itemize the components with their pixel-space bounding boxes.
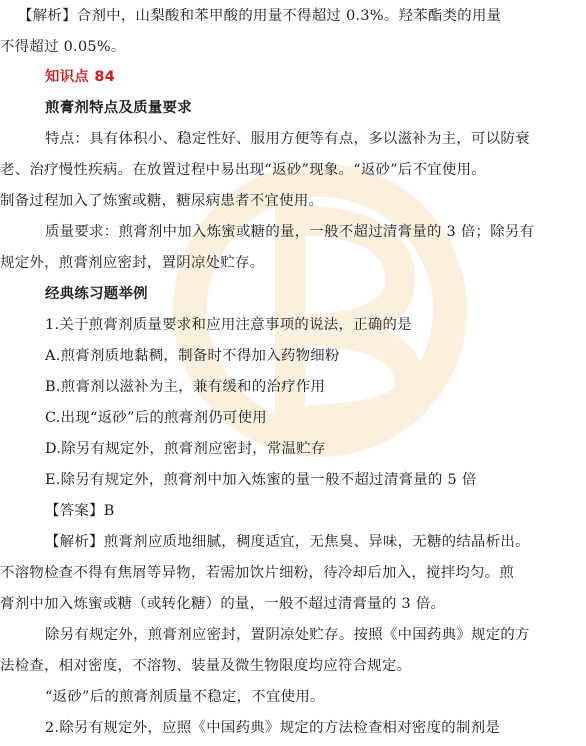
analysis-line-1: 【解析】合剂中，山梨酸和苯甲酸的用量不得超过 0.3%。羟苯酯类的用量: [18, 8, 502, 24]
option-d: D.除另有规定外，煎膏剂应密封，常温贮存: [45, 441, 326, 457]
explanation-line-2: 不溶物检查不得有焦屑等异物，若需加饮片细粉，待冷却后加入，搅拌均匀。煎: [0, 565, 515, 581]
knowledge-point-heading: 知识点 84: [45, 69, 116, 85]
analysis-line-2: 不得超过 0.05%。: [0, 39, 126, 55]
features-line-2: 老、治疗慢性疾病。在放置过程中易出现“返砂”现象。“返砂”后不宜使用。: [0, 162, 487, 178]
option-b: B.煎膏剂以滋补为主，兼有缓和的治疗作用: [45, 379, 326, 395]
quality-line-2: 规定外，煎膏剂应密封，置阴凉处贮存。: [0, 255, 265, 271]
features-line-3: 制备过程加入了炼蜜或糖，糖尿病患者不宜使用。: [0, 193, 324, 209]
option-a: A.煎膏剂质地黏稠，制备时不得加入药物细粉: [45, 348, 340, 364]
question-2: 2.除另有规定外，应照《中国药典》规定的方法检查相对密度的制剂是: [45, 720, 501, 736]
quality-line-1: 质量要求：煎膏剂中加入炼蜜或糖的量，一般不超过清膏量的 3 倍；除另有: [45, 224, 535, 240]
option-c: C.出现“返砂”后的煎膏剂仍可使用: [45, 410, 267, 426]
features-line-1: 特点：具有体积小、稳定性好、服用方便等有点，多以滋补为主，可以防衰: [45, 131, 530, 147]
explanation-line-1: 【解析】煎膏剂应质地细腻，稠度适宜，无焦臭、异味，无糖的结晶析出。: [45, 534, 530, 550]
answer-line: 【答案】B: [45, 503, 115, 519]
explanation-line-6: “返砂”后的煎膏剂质量不稳定，不宜使用。: [45, 689, 325, 705]
explanation-line-3: 膏剂中加入炼蜜或糖（或转化糖）的量，一般不超过清膏量的 3 倍。: [0, 596, 446, 612]
exercise-heading: 经典练习题举例: [45, 286, 148, 302]
option-e: E.除另有规定外，煎膏剂中加入炼蜜的量一般不超过清膏量的 5 倍: [45, 472, 477, 488]
explanation-line-5: 法检查，相对密度，不溶物、装量及微生物限度均应符合规定。: [0, 658, 412, 674]
question-1: 1.关于煎膏剂质量要求和应用注意事项的说法，正确的是: [45, 317, 412, 333]
explanation-line-4: 除另有规定外，煎膏剂应密封，置阴凉处贮存。按照《中国药典》规定的方: [45, 627, 530, 643]
section-title: 煎膏剂特点及质量要求: [45, 100, 192, 116]
